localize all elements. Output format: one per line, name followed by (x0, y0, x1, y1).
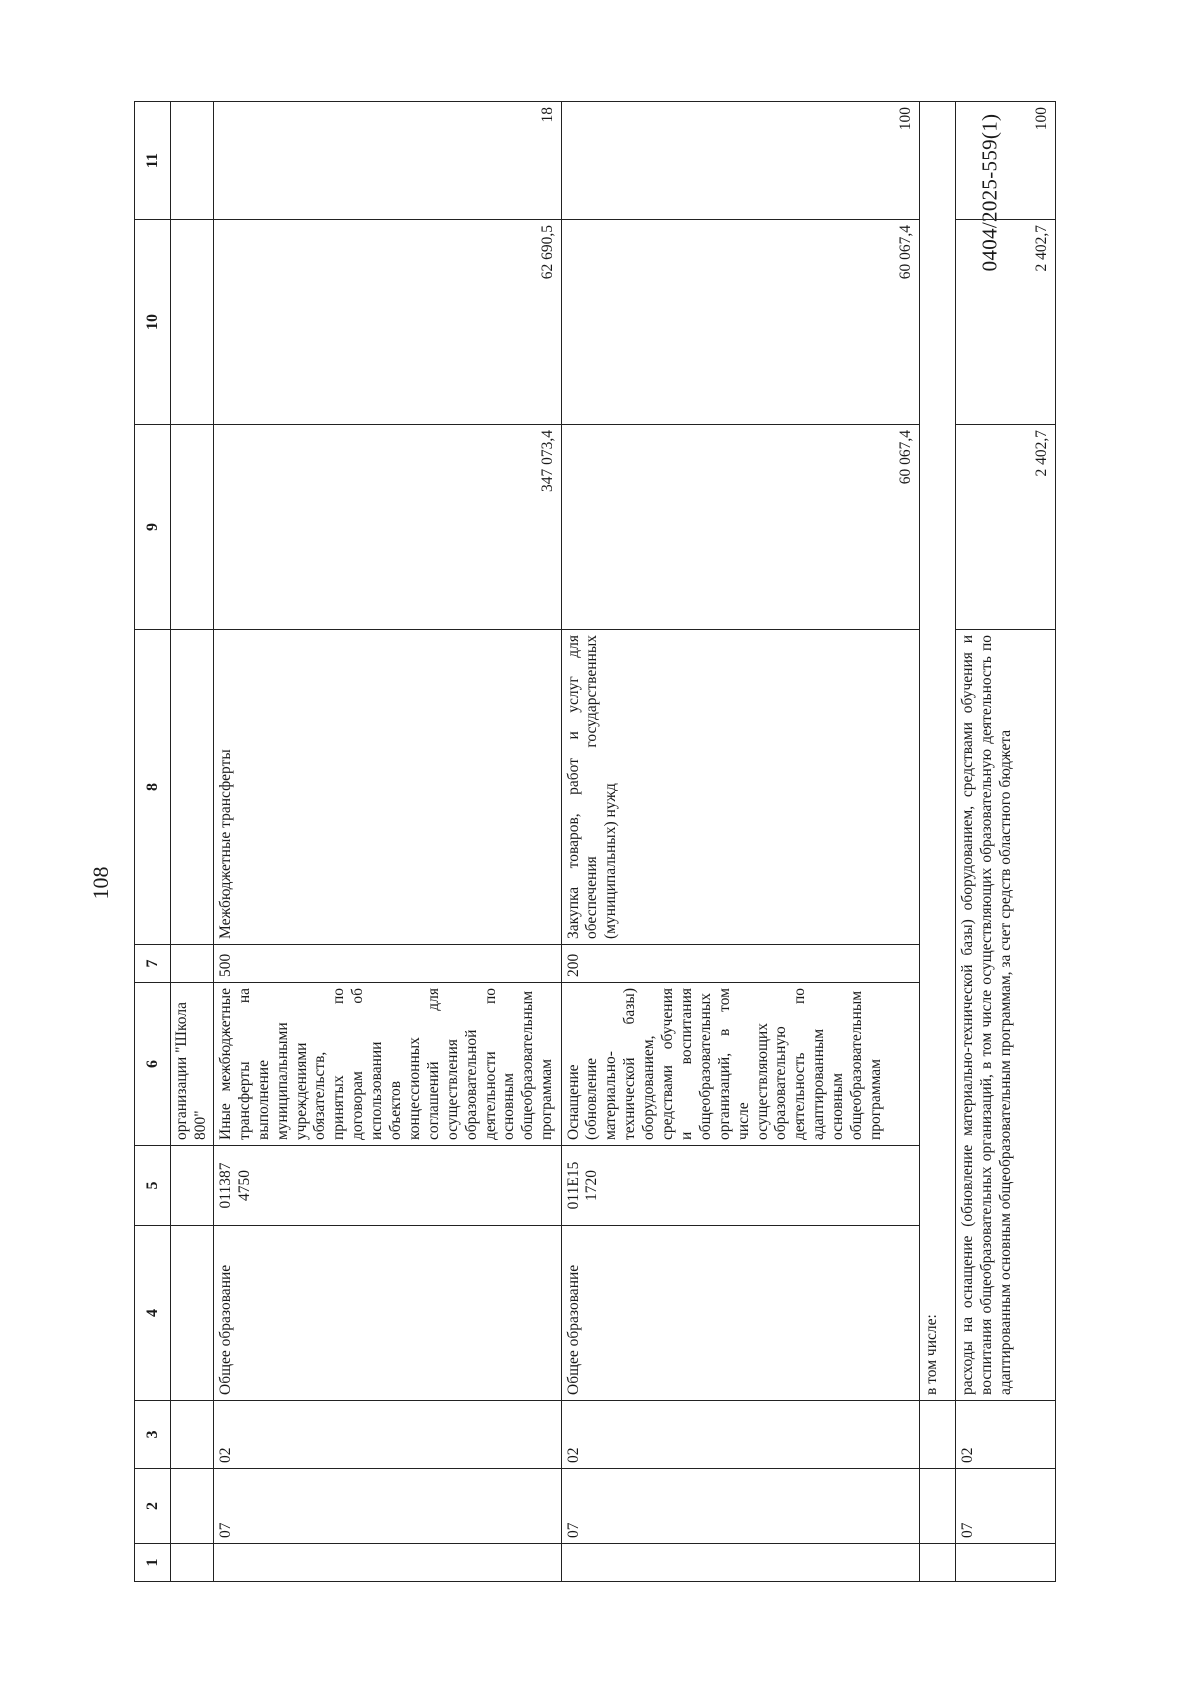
header-row (135, 102, 171, 1582)
budget-table-rotated (134, 102, 1056, 1582)
cell: организации "Школа 800" (171, 983, 214, 1146)
cell: 011387 4750 (213, 1146, 561, 1226)
cell: 200 (561, 945, 919, 983)
col-header: 10 (135, 220, 171, 425)
cell: 02 (213, 1401, 561, 1469)
cell: 2 402,7 (955, 220, 1055, 425)
cell: 2 402,7 (955, 425, 1055, 630)
col-header: 11 (135, 102, 171, 220)
cell: 07 (561, 1469, 919, 1544)
col-header: 1 (135, 1544, 171, 1582)
table-row (955, 102, 1055, 1582)
cell: 100 (561, 102, 919, 220)
cell: 011Е15 1720 (561, 1146, 919, 1226)
col-header: 5 (135, 1146, 171, 1226)
cell: 500 (213, 945, 561, 983)
document-id: 0404/2025-559(1) (977, 113, 1002, 272)
cell: Общее образование (561, 1226, 919, 1401)
cell: 02 (561, 1401, 919, 1469)
cell: Общее образование (213, 1226, 561, 1401)
cell: 18 (213, 102, 561, 220)
col-header: 9 (135, 425, 171, 630)
cell: 07 (213, 1469, 561, 1544)
cell: 60 067,4 (561, 425, 919, 630)
cell: 07 (955, 1469, 1055, 1544)
cell: 100 (955, 102, 1055, 220)
col-header: 7 (135, 945, 171, 983)
cell: Закупка товаров, работ и услуг для обеспечения государственных (муниципальных) нужд (561, 630, 919, 945)
col-header: 3 (135, 1401, 171, 1469)
table-row (919, 102, 955, 1582)
cell: в том числе: (919, 102, 955, 1401)
budget-table (134, 101, 1056, 1582)
cell: 02 (955, 1401, 1055, 1469)
cell: 347 073,4 (213, 425, 561, 630)
col-header: 4 (135, 1226, 171, 1401)
table-row (213, 102, 561, 1582)
cell: Иные межбюджетные трансферты на выполнение муниципальными учреждениями обязательств, принятых по договорам об использовании объектов концессионных соглашений для осуществления образовательной деятельности по основным общеобразовательным программам (213, 983, 561, 1146)
col-header: 2 (135, 1469, 171, 1544)
cell: 60 067,4 (561, 220, 919, 425)
cell: Межбюджетные трансферты (213, 630, 561, 945)
cell: Оснащение (обновление материально-технической базы) оборудованием, средствами обучения и воспитания общеобразовательных организаций, в том числе осуществляющих образовательную деятельность по адаптированным основным общеобразовательным программам (561, 983, 919, 1146)
cell: 62 690,5 (213, 220, 561, 425)
cell: расходы на оснащение (обновление материально-технической базы) оборудованием, средствами обучения и воспитания общеобразовательных организаций, в том числе осуществляющих образовательную деятельность по адаптированным основным общеобразовательным программам, за счет средств областного бюджета (955, 630, 1055, 1401)
page-number: 108 (88, 866, 113, 900)
table-row (171, 102, 214, 1582)
col-header: 8 (135, 630, 171, 945)
table-row (561, 102, 919, 1582)
col-header: 6 (135, 983, 171, 1146)
